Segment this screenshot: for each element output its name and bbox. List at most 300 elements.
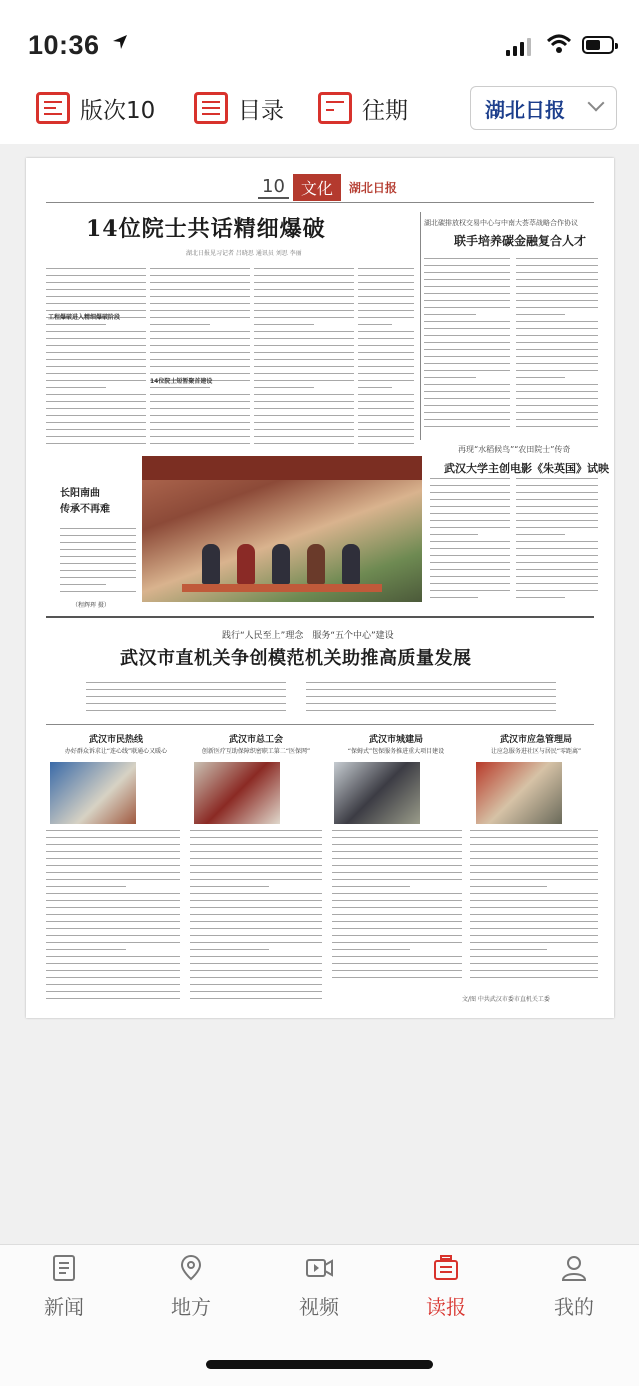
text-line (46, 921, 180, 922)
column-photo-2[interactable] (194, 762, 280, 824)
contents-button[interactable] (194, 86, 284, 130)
text-line (516, 527, 598, 528)
text-line (150, 394, 250, 395)
text-line (150, 317, 250, 318)
text-line (424, 314, 476, 315)
text-line (516, 583, 598, 584)
text-line (358, 352, 414, 353)
article-kicker-3: 再现“水稻候鸟”“农田院士”传奇 (458, 445, 571, 454)
text-line (470, 865, 598, 866)
text-line (424, 426, 510, 427)
text-line (46, 970, 180, 971)
article-subhead-2: 14位院士短暂聚首建设 (150, 378, 213, 385)
text-line (516, 419, 598, 420)
tab-read-paper[interactable] (396, 1253, 496, 1323)
column-head-1[interactable]: 武汉市民热线 (88, 735, 143, 745)
text-line (254, 373, 354, 374)
wifi-icon (546, 33, 572, 55)
text-line (470, 893, 598, 894)
text-line (46, 956, 180, 957)
text-line (358, 387, 392, 388)
text-line (60, 570, 136, 571)
text-line (46, 429, 146, 430)
text-line (516, 534, 565, 535)
text-line (424, 342, 510, 343)
article-subhead-1: 工程爆破进入精细爆破阶段 (48, 314, 121, 321)
text-line (516, 478, 598, 479)
text-line (516, 590, 598, 591)
text-line (150, 366, 250, 367)
page-number: 10 (258, 176, 289, 199)
column-sub-4: 让应急服务进社区与居民“零距离” (490, 748, 582, 755)
column-photo-4[interactable] (476, 762, 562, 824)
text-line (358, 415, 414, 416)
text-line (516, 349, 598, 350)
text-line (254, 415, 354, 416)
text-line (516, 412, 598, 413)
text-line (190, 844, 322, 845)
divider (420, 212, 421, 440)
text-line (424, 272, 510, 273)
divider (46, 202, 594, 203)
text-line (46, 935, 180, 936)
edition-button[interactable] (36, 86, 155, 130)
text-line (332, 956, 462, 957)
text-line (306, 689, 556, 690)
text-line (332, 830, 462, 831)
text-line (470, 886, 547, 887)
text-line (470, 914, 598, 915)
paper-viewer[interactable] (0, 144, 639, 1244)
text-line (46, 998, 180, 999)
text-line (430, 478, 510, 479)
text-line (150, 352, 250, 353)
article-headline-1[interactable]: 14位院士共话精细爆破 (86, 216, 326, 242)
text-line (190, 830, 322, 831)
text-line (306, 710, 556, 711)
article-body-2b (516, 258, 598, 434)
text-line (60, 556, 136, 557)
text-line (516, 513, 598, 514)
text-line (424, 293, 510, 294)
text-line (430, 485, 510, 486)
text-line (190, 851, 322, 852)
text-line (190, 942, 322, 943)
text-line (254, 282, 354, 283)
location-pin-icon (176, 1253, 206, 1283)
text-line (86, 710, 286, 711)
text-line (190, 865, 322, 866)
text-line (430, 534, 478, 535)
text-line (254, 401, 354, 402)
text-line (150, 331, 250, 332)
text-line (332, 851, 462, 852)
text-line (516, 555, 598, 556)
text-line (430, 520, 510, 521)
text-line (46, 851, 180, 852)
text-line (516, 314, 565, 315)
tab-video[interactable] (269, 1253, 369, 1323)
past-issues-button[interactable] (318, 86, 408, 130)
text-line (332, 928, 462, 929)
text-line (424, 356, 510, 357)
text-line (86, 696, 286, 697)
text-line (46, 844, 180, 845)
news-icon (49, 1253, 79, 1283)
divider (46, 724, 594, 725)
tab-news[interactable] (14, 1253, 114, 1323)
text-line (424, 384, 510, 385)
column-sub-1: 办好群众诉求让“连心线”联通心又暖心 (64, 748, 168, 755)
calendar-icon (318, 92, 352, 124)
text-line (46, 928, 180, 929)
text-line (470, 942, 598, 943)
text-line (516, 492, 598, 493)
status-time: 10:36 (28, 30, 100, 60)
text-line (516, 569, 598, 570)
footer-credit: 文/图 中共武汉市委市直机关工委 (462, 996, 550, 1003)
text-line (358, 401, 414, 402)
text-line (86, 703, 286, 704)
text-line (358, 380, 414, 381)
text-line (332, 963, 462, 964)
text-line (470, 935, 598, 936)
contents-label: 目录 (238, 97, 284, 124)
text-line (46, 886, 126, 887)
text-line (46, 373, 146, 374)
text-line (470, 921, 598, 922)
text-line (190, 928, 322, 929)
text-line (150, 324, 210, 325)
text-line (150, 289, 250, 290)
text-line (516, 342, 598, 343)
text-line (254, 310, 354, 311)
text-line (46, 914, 180, 915)
text-line (46, 310, 146, 311)
divider (46, 616, 594, 618)
text-line (358, 331, 414, 332)
text-line (430, 513, 510, 514)
text-line (254, 359, 354, 360)
text-line (46, 380, 146, 381)
text-line (430, 597, 478, 598)
newspaper-page[interactable] (26, 158, 614, 1018)
text-line (358, 275, 414, 276)
video-icon (304, 1253, 334, 1283)
text-line (424, 265, 510, 266)
text-line (46, 977, 180, 978)
text-line (46, 331, 146, 332)
text-line (358, 359, 414, 360)
article-body-1c (254, 268, 354, 450)
text-line (358, 422, 414, 423)
text-line (60, 528, 136, 529)
column-body-1 (46, 830, 180, 1010)
text-line (358, 429, 414, 430)
text-line (516, 300, 598, 301)
text-line (516, 279, 598, 280)
battery-icon (582, 36, 614, 54)
text-line (430, 576, 510, 577)
text-line (150, 408, 250, 409)
text-line (190, 893, 322, 894)
text-line (254, 331, 354, 332)
text-line (424, 405, 510, 406)
signal-icon (506, 36, 532, 56)
text-line (150, 415, 250, 416)
column-head-3[interactable]: 武汉市城建局 (368, 735, 423, 745)
text-line (306, 703, 556, 704)
tab-read-paper-label: 读报 (426, 1295, 466, 1319)
text-line (470, 907, 598, 908)
side-body (60, 528, 136, 598)
text-line (470, 879, 598, 880)
text-line (430, 562, 510, 563)
status-bar (0, 0, 639, 92)
text-line (358, 268, 414, 269)
text-line (306, 682, 556, 683)
text-line (358, 443, 414, 444)
article-kicker-2: 湖北碳排放权交易中心与中南大荟萃战略合作协议 (424, 219, 578, 227)
text-line (254, 422, 354, 423)
article-headline-2[interactable]: 联手培养碳金融复合人才 (454, 234, 587, 248)
text-line (190, 956, 322, 957)
edition-icon (36, 92, 70, 124)
text-line (46, 324, 106, 325)
column-sub-3: “保姆式”包保服务推进重大项目建设 (347, 748, 445, 755)
column-body-2 (190, 830, 322, 1010)
text-line (516, 335, 598, 336)
text-line (190, 935, 322, 936)
text-line (424, 258, 510, 259)
text-line (358, 436, 414, 437)
column-photo-3[interactable] (334, 762, 420, 824)
article-body-1b (150, 268, 250, 450)
text-line (46, 900, 180, 901)
text-line (150, 387, 210, 388)
page-masthead (258, 174, 397, 201)
text-line (190, 886, 269, 887)
text-line (358, 324, 392, 325)
text-line (60, 577, 136, 578)
text-line (254, 296, 354, 297)
article-byline-1: 湖北日报见习记者 吕晓思 通讯员 刘思 李丽 (186, 250, 302, 257)
column-body-4 (470, 830, 598, 990)
text-line (150, 303, 250, 304)
lead-body-b (306, 682, 556, 720)
text-line (516, 363, 598, 364)
text-line (516, 307, 598, 308)
text-line (516, 258, 598, 259)
home-indicator[interactable] (206, 1360, 433, 1369)
tab-news-label: 新闻 (44, 1295, 84, 1319)
text-line (254, 408, 354, 409)
text-line (470, 900, 598, 901)
text-line (424, 300, 510, 301)
text-line (332, 872, 462, 873)
text-line (60, 591, 136, 592)
text-line (430, 527, 510, 528)
text-line (46, 352, 146, 353)
text-line (516, 293, 598, 294)
paper-select-value: 湖北日报 (485, 97, 565, 122)
text-line (46, 289, 146, 290)
text-line (332, 942, 462, 943)
text-line (46, 858, 180, 859)
text-line (358, 394, 414, 395)
text-line (430, 548, 510, 549)
text-line (46, 422, 146, 423)
text-line (516, 398, 598, 399)
text-line (190, 872, 322, 873)
text-line (46, 443, 146, 444)
text-line (46, 949, 126, 950)
text-line (46, 942, 180, 943)
text-line (424, 377, 476, 378)
text-line (254, 317, 354, 318)
music-performance-photo[interactable] (142, 456, 422, 602)
text-line (46, 907, 180, 908)
page-section: 文化 (293, 174, 341, 201)
text-line (332, 844, 462, 845)
text-line (150, 422, 250, 423)
text-line (254, 436, 354, 437)
column-head-4[interactable]: 武汉市应急管理局 (499, 735, 572, 745)
text-line (424, 307, 510, 308)
text-line (46, 338, 146, 339)
text-line (516, 391, 598, 392)
text-line (190, 921, 322, 922)
tab-local-label: 地方 (171, 1295, 211, 1319)
text-line (332, 865, 462, 866)
location-arrow-icon (112, 34, 128, 55)
text-line (516, 286, 598, 287)
text-line (470, 970, 598, 971)
text-line (150, 436, 250, 437)
text-line (424, 349, 510, 350)
list-icon (194, 92, 228, 124)
side-credit: （程辉珲 摄） (72, 602, 110, 609)
text-line (46, 359, 146, 360)
text-line (46, 963, 180, 964)
text-line (424, 335, 510, 336)
text-line (60, 542, 136, 543)
text-line (516, 548, 598, 549)
text-line (332, 858, 462, 859)
text-line (332, 914, 462, 915)
text-line (190, 984, 322, 985)
text-line (46, 879, 180, 880)
article-headline-4[interactable]: 武汉市直机关争创模范机关助推高质量发展 (120, 648, 472, 669)
text-line (430, 555, 510, 556)
side-headline (60, 486, 110, 518)
text-line (358, 366, 414, 367)
text-line (358, 310, 414, 311)
text-line (430, 492, 510, 493)
text-line (332, 935, 462, 936)
edition-label: 版次10 (80, 97, 156, 124)
paper-select[interactable] (470, 86, 617, 130)
text-line (190, 991, 322, 992)
text-line (46, 872, 180, 873)
text-line (254, 429, 354, 430)
text-line (358, 408, 414, 409)
text-line (254, 275, 354, 276)
text-line (470, 844, 598, 845)
text-line (46, 303, 146, 304)
text-line (190, 963, 322, 964)
text-line (150, 296, 250, 297)
text-line (46, 408, 146, 409)
text-line (46, 415, 146, 416)
text-line (254, 394, 354, 395)
text-line (150, 359, 250, 360)
text-line (358, 282, 414, 283)
text-line (516, 426, 598, 427)
text-line (430, 583, 510, 584)
column-photo-1[interactable] (50, 762, 136, 824)
text-line (332, 921, 462, 922)
text-line (190, 907, 322, 908)
text-line (358, 289, 414, 290)
text-line (150, 275, 250, 276)
text-line (516, 506, 598, 507)
text-line (254, 268, 354, 269)
text-line (332, 977, 462, 978)
text-line (430, 569, 510, 570)
text-line (332, 970, 462, 971)
paper-logo: 湖北日报 (348, 181, 397, 195)
text-line (424, 321, 510, 322)
text-line (470, 949, 547, 950)
text-line (516, 265, 598, 266)
text-line (60, 584, 106, 585)
text-line (516, 499, 598, 500)
text-line (516, 370, 598, 371)
text-line (46, 436, 146, 437)
text-line (190, 998, 322, 999)
article-body-3a (430, 478, 510, 604)
text-line (424, 398, 510, 399)
text-line (358, 345, 414, 346)
text-line (46, 984, 180, 985)
text-line (254, 324, 314, 325)
text-line (430, 590, 510, 591)
text-line (254, 387, 314, 388)
text-line (516, 485, 598, 486)
text-line (358, 373, 414, 374)
text-line (254, 366, 354, 367)
past-issues-label: 往期 (362, 97, 408, 124)
text-line (470, 858, 598, 859)
text-line (254, 443, 354, 444)
text-line (470, 851, 598, 852)
article-headline-3[interactable]: 武汉大学主创电影《朱英国》试映 (444, 462, 609, 475)
text-line (332, 837, 462, 838)
text-line (332, 893, 462, 894)
text-line (190, 837, 322, 838)
text-line (424, 370, 510, 371)
tab-profile[interactable] (524, 1253, 624, 1323)
text-line (430, 499, 510, 500)
column-head-2[interactable]: 武汉市总工会 (228, 735, 283, 745)
text-line (516, 272, 598, 273)
text-line (424, 412, 510, 413)
text-line (60, 563, 136, 564)
read-paper-icon (431, 1253, 461, 1283)
tab-local[interactable] (141, 1253, 241, 1323)
text-line (254, 289, 354, 290)
